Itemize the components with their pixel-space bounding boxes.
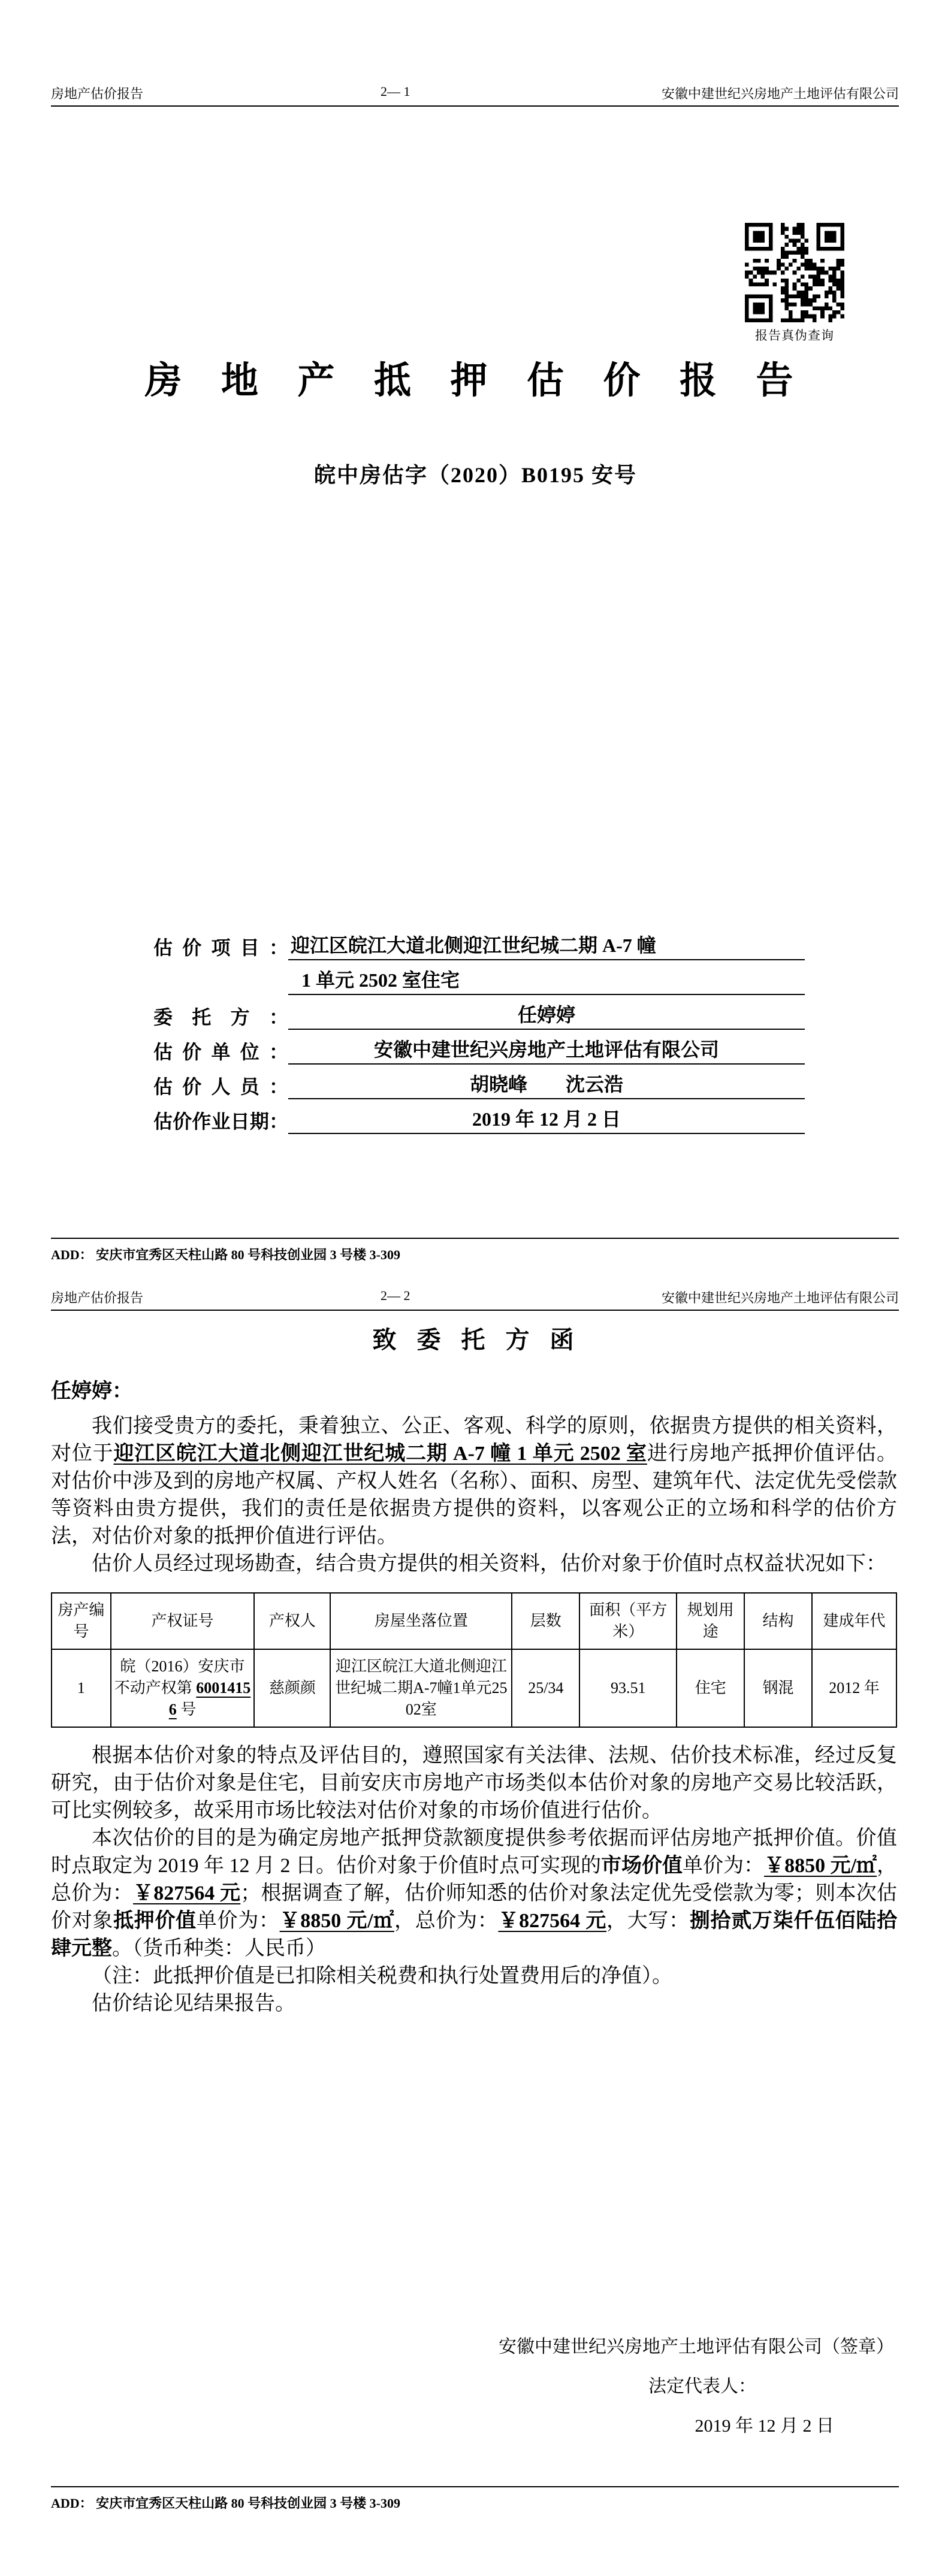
signature-block xyxy=(499,2327,894,2446)
table-header-row xyxy=(52,1593,896,1649)
text-segment: ；根据调查了解，估价师知悉的估价对象法定优先受偿款为零；则本次估价对象 xyxy=(51,1882,897,1932)
header-doc-type: 房地产估价报告 xyxy=(51,86,144,101)
market-value-label: 市场价值 xyxy=(601,1855,683,1877)
col-header-structure: 结构 xyxy=(744,1593,812,1649)
method-paragraph: 根据本估价对象的特点及评估目的，遵照国家有关法律、法规、估价技术标准，经过反复研究，由于估价对象是住宅，目前安庆市房地产市场类似本估价对象的房地产交易比较活跃，可比实例较多，故采用市场比较法对估价对象的市场价值进行估价。 xyxy=(51,1744,897,1822)
client-value: 任婷婷 xyxy=(288,1000,805,1030)
staff-label: 估 价 人 员 ： xyxy=(153,1076,288,1097)
subject-property-text: 迎江区皖江大道北侧迎江世纪城二期 A-7 幢 1 单元 2502 室 xyxy=(113,1443,647,1465)
mortgage-unit-price: ￥8850 元/㎡ xyxy=(279,1910,395,1932)
col-header-property-no: 房产编号 xyxy=(52,1593,111,1649)
report-title: 房 地 产 抵 押 估 价 报 告 xyxy=(144,361,807,401)
header-doc-type: 房地产估价报告 xyxy=(51,1290,144,1305)
note-line: （注：此抵押价值是已扣除相关税费和执行处置费用后的净值）。 xyxy=(92,1965,672,1987)
text-segment: 。（货币种类：人民币） xyxy=(112,1937,326,1960)
text-segment: 号 xyxy=(176,1701,197,1718)
closing-line: 估价结论见结果报告。 xyxy=(92,1993,295,2015)
text-segment: 皖（2016）安庆市不动产权第 xyxy=(114,1658,245,1697)
col-header-area: 面积（平方米） xyxy=(579,1593,677,1649)
valuation-conclusion-paragraph xyxy=(51,1825,897,1963)
market-unit-price: ￥8850 元/㎡ xyxy=(764,1855,877,1877)
cell-structure: 钢混 xyxy=(744,1649,812,1727)
agency-value: 安徽中建世纪兴房地产土地评估有限公司 xyxy=(288,1035,805,1065)
date-label: 估价作业日期： xyxy=(153,1111,288,1132)
text-segment: 我们接受贵方的委托，秉着独立、公正、客观、科学的原则，依据贵方提供的相关资料，对位于 xyxy=(51,1415,897,1465)
cell-cert-no xyxy=(111,1649,255,1727)
field-project-line2 xyxy=(153,960,805,995)
header-company-name: 安徽中建世纪兴房地产土地评估有限公司 xyxy=(661,86,899,101)
header-page-number: 2— 2 xyxy=(381,1288,410,1303)
agency-label: 估 价 单 位 ： xyxy=(153,1041,288,1063)
amount-in-words: 捌拾贰万柒仟伍佰陆拾肆元整 xyxy=(51,1910,898,1960)
page2-footer xyxy=(51,2486,899,2512)
survey-paragraph: 估价人员经过现场勘查，结合贵方提供的相关资料，估价对象于价值时点权益状况如下： xyxy=(92,1553,886,1575)
project-label: 估 价 项 目 ： xyxy=(153,937,288,959)
text-segment: 本次估价的目的是为确定房地产抵押贷款额度提供参考依据而评估房地产抵押价值。价值时点取定为 2019 年 12 月 2 日。估价对象于价值时点可实现的 xyxy=(51,1827,897,1877)
letter-body xyxy=(51,1378,897,2018)
col-header-cert-no: 产权证号 xyxy=(111,1593,255,1649)
text-segment: 进行房地产抵押价值评估。对估价中涉及到的房地产权属、产权人姓名（名称）、面积、房型、建筑年代、法定优先受偿款等资料由贵方提供，我们的责任是依据贵方提供的资料，以客观公正的立场和科学的估价方法，对估价对象的抵押价值进行评估。 xyxy=(51,1443,897,1547)
field-client xyxy=(153,995,805,1030)
cell-location: 迎江区皖江大道北侧迎江世纪城二期A-7幢1单元2502室 xyxy=(330,1649,512,1727)
page1-footer xyxy=(51,1238,899,1263)
page1-header xyxy=(51,84,899,107)
text-segment: 单价为： xyxy=(196,1910,280,1932)
field-staff xyxy=(153,1065,805,1099)
address-line: ADD： 安庆市宜秀区天柱山路 80 号科技创业园 3 号楼 3-309 xyxy=(51,1247,400,1262)
field-date xyxy=(153,1099,805,1134)
cell-owner: 慈颜颜 xyxy=(254,1649,330,1727)
letter-title: 致 委 托 方 函 xyxy=(372,1326,579,1353)
text-segment: ，总价为： xyxy=(394,1910,499,1932)
header-company-name: 安徽中建世纪兴房地产土地评估有限公司 xyxy=(661,1290,899,1305)
qr-caption: 报告真伪查询 xyxy=(755,328,834,343)
text-segment: 单价为： xyxy=(683,1855,765,1877)
col-header-floors: 层数 xyxy=(512,1593,579,1649)
project-value-line2: 1 单元 2502 室住宅 xyxy=(288,965,805,995)
staff-value: 胡晓峰 沈云浩 xyxy=(288,1069,805,1099)
qr-verification-block xyxy=(745,223,844,344)
page2-header xyxy=(51,1288,899,1311)
property-rights-table xyxy=(51,1592,897,1728)
signature-company: 安徽中建世纪兴房地产土地评估有限公司（签章） xyxy=(499,2337,894,2357)
field-project xyxy=(153,926,805,960)
date-value: 2019 年 12 月 2 日 xyxy=(288,1104,805,1134)
market-total-price: ￥827564 元 xyxy=(133,1882,241,1904)
legal-representative-label: 法定代表人： xyxy=(648,2377,756,2396)
col-header-use: 规划用途 xyxy=(677,1593,744,1649)
signature-date: 2019 年 12 月 2 日 xyxy=(695,2416,834,2436)
col-header-location: 房屋坐落位置 xyxy=(330,1593,512,1649)
text-segment: ，大写： xyxy=(606,1910,690,1932)
salutation: 任婷婷： xyxy=(51,1380,132,1402)
text-segment: ，总价为： xyxy=(51,1855,898,1904)
table-row xyxy=(52,1649,896,1727)
field-agency xyxy=(153,1030,805,1065)
cell-use: 住宅 xyxy=(677,1649,744,1727)
header-page-number: 2— 1 xyxy=(381,84,410,99)
cell-year: 2012 年 xyxy=(812,1649,896,1727)
col-header-year: 建成年代 xyxy=(812,1593,896,1649)
document-number: 皖中房估字（2020）B0195 安号 xyxy=(313,463,637,487)
qr-code-image xyxy=(745,223,844,322)
project-value-line1: 迎江区皖江大道北侧迎江世纪城二期 A-7 幢 xyxy=(288,930,805,960)
cell-floors: 25/34 xyxy=(512,1649,579,1727)
cert-number-text: 60014156 xyxy=(168,1679,251,1718)
col-header-owner: 产权人 xyxy=(254,1593,330,1649)
cell-area: 93.51 xyxy=(579,1649,677,1727)
cell-property-no: 1 xyxy=(52,1649,111,1727)
commission-paragraph xyxy=(51,1413,897,1550)
cover-fields xyxy=(153,926,805,1134)
mortgage-total-price: ￥827564 元 xyxy=(498,1910,607,1932)
address-line: ADD： 安庆市宜秀区天柱山路 80 号科技创业园 3 号楼 3-309 xyxy=(51,2496,400,2511)
mortgage-value-label: 抵押价值 xyxy=(113,1910,197,1932)
client-label: 委 托 方 ： xyxy=(153,1006,288,1028)
